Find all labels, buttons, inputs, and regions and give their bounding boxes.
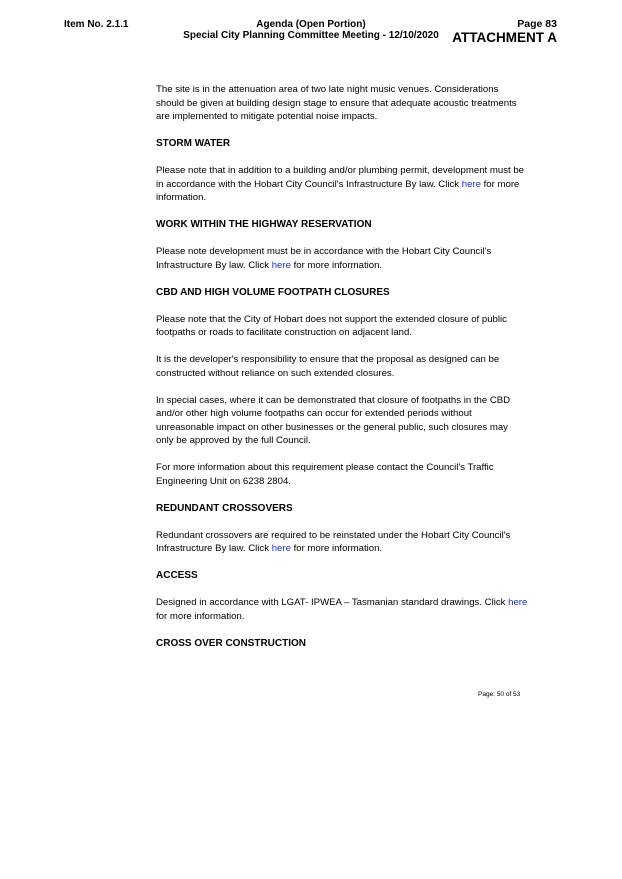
access-paragraph [156, 596, 528, 623]
item-number: Item No. 2.1.1 [64, 19, 129, 30]
redundant-link[interactable]: here [271, 543, 291, 554]
redundant-text-end: for more information. [290, 543, 383, 554]
crossover-heading: CROSS OVER CONSTRUCTION [156, 637, 307, 649]
attachment-label: ATTACHMENT A [452, 30, 557, 45]
storm-water-heading: STORM WATER [156, 138, 231, 149]
access-text-end: for more information. [156, 610, 245, 622]
page-footer: Page: 50 of 53 [478, 691, 521, 698]
agenda-title: Agenda (Open Portion) [256, 19, 366, 30]
cbd-paragraph-2: It is the developer's responsibility to ensure that the proposal as designed can be constructed without reliance on such extended closures. [156, 354, 500, 379]
cbd-paragraph-3: In special cases, where it can be demonstrated that closure of footpaths in the CBD and/or other high volume footpaths can occur for extended periods without unreasonable impact on other businesses or the general public, such closures may only be approved by the full Council. [156, 394, 511, 446]
cbd-paragraph-4: For more information about this requirement please contact the Council's Traffic Engineering Unit on 6238 2804. [156, 462, 494, 487]
document-body [156, 83, 528, 664]
access-link[interactable]: here [508, 597, 528, 608]
storm-water-paragraph [156, 164, 528, 205]
cbd-heading: CBD AND HIGH VOLUME FOOTPATH CLOSURES [156, 286, 390, 298]
redundant-text: Redundant crossovers are required to be reinstated under the Hobart City Council's Infrastructure By law. Click [156, 529, 511, 554]
highway-heading: WORK WITHIN THE HIGHWAY RESERVATION [156, 219, 372, 230]
redundant-paragraph [156, 529, 528, 556]
redundant-heading: REDUNDANT CROSSOVERS [156, 502, 293, 514]
page-header-right [452, 19, 557, 45]
page-number: Page 83 [517, 18, 557, 30]
meeting-title: Special City Planning Committee Meeting - 12/10/2020 [183, 30, 439, 41]
storm-water-text-end: for more information. [156, 178, 520, 203]
highway-paragraph [156, 245, 528, 272]
intro-paragraph: The site is in the attenuation area of two late night music venues. Considerations should be given at building design stage to ensure that adequate acoustic treatments are implemented to mitigate potential noise impacts. [156, 84, 517, 122]
storm-water-link[interactable]: here [461, 178, 481, 190]
access-heading: ACCESS [156, 570, 198, 581]
highway-link[interactable]: here [271, 259, 291, 271]
highway-text: Please note development must be in accordance with the Hobart City Council's Infrastructure By law. Click [156, 246, 492, 271]
highway-text-end: for more information. [290, 259, 383, 271]
access-text: Designed in accordance with LGAT- IPWEA – Tasmanian standard drawings. Click [156, 597, 509, 608]
storm-water-text: Please note that in addition to a building and/or plumbing permit, development must be in accordance with the Hobart City Council's Infrastructure By law. Click [156, 165, 524, 190]
cbd-paragraph-1: Please note that the City of Hobart does not support the extended closure of public footpaths or roads to facilitate construction on adjacent land. [156, 313, 507, 338]
